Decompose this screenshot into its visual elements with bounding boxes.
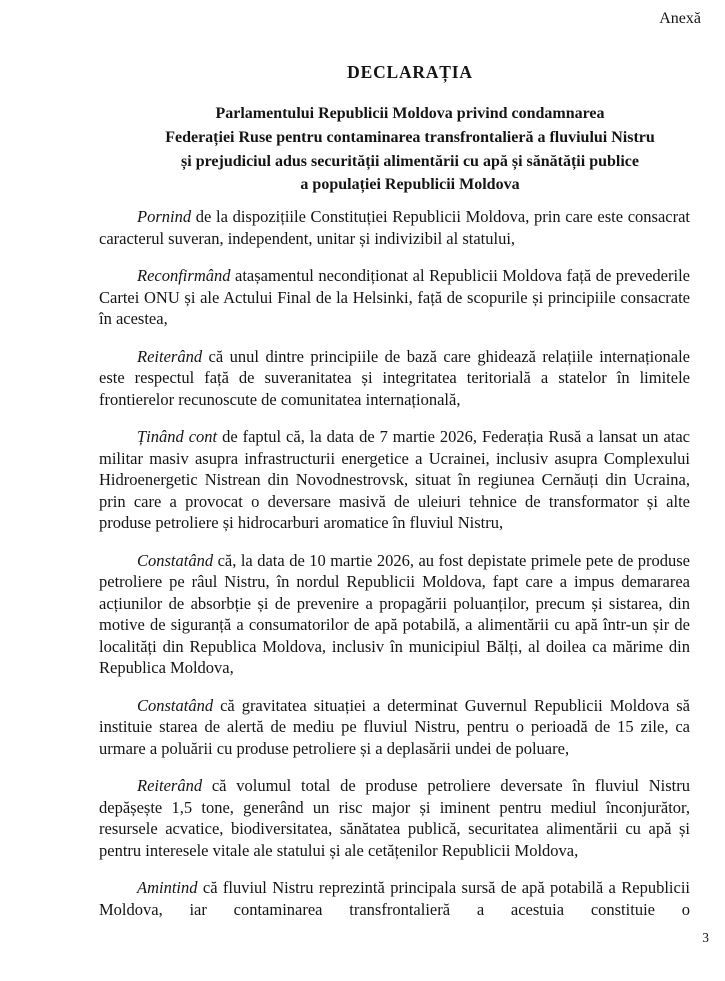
- paragraph-lead: Reiterând: [137, 776, 203, 795]
- document-body: [99, 206, 690, 936]
- paragraph-text: de la dispozițiile Constituției Republicii Moldova, prin care este consacrat caracterul suveran, independent, unitar și indivizibil al statului,: [99, 207, 690, 248]
- paragraph: [99, 877, 690, 920]
- paragraph: [99, 550, 690, 679]
- annex-label: Anexă: [659, 10, 701, 27]
- paragraph-lead: Ținând cont: [137, 427, 218, 446]
- paragraph-lead: Constatând: [137, 550, 214, 570]
- paragraph-lead: Reconfirmând: [137, 266, 231, 285]
- paragraph-text: că, la data de 10 martie 2026, au fost depistate primele pete de produse petroliere pe râul Nistru, în nordul Republicii Moldova, fapt care a impus demararea acțiunilor de absorbție și de prevenire a propagării poluanților, precum și sistarea, din motive de siguranță a consumatorilor de apă potabilă, a alimentării cu apă într-un șir de localități din Republica Moldova, inclusiv în municipiul Bălți, al doilea ca mărime din Republica Moldova,: [99, 550, 690, 677]
- paragraph: [99, 206, 690, 249]
- paragraph: [99, 695, 690, 760]
- subtitle-line: și prejudiciul adus securității alimentării cu apă și sănătății publice: [181, 152, 639, 170]
- paragraph-text: atașamentul necondiționat al Republicii Moldova față de prevederile Cartei ONU și ale Actului Final de la Helsinki, față de scopurile și principiile consacrate în acestea,: [99, 266, 690, 328]
- document-subtitle: [110, 102, 710, 197]
- paragraph-lead: Constatând: [137, 695, 214, 715]
- paragraph-text: că unul dintre principiile de bază care ghidează relațiile internaționale este respectul față de suveranitatea și integritatea teritorială a statelor în limitele frontierelor recunoscute de comunitatea internațională,: [99, 346, 690, 409]
- subtitle-line: Parlamentului Republicii Moldova privind condamnarea: [215, 105, 605, 122]
- subtitle-line: Federației Ruse pentru contaminarea transfrontalieră a fluviului Nistru: [165, 128, 655, 146]
- paragraph: [99, 265, 690, 330]
- paragraph-text: că fluviul Nistru reprezintă principala sursă de apă potabilă a Republicii Moldova, iar contaminarea transfrontalieră a acestuia constituie o: [99, 878, 690, 919]
- page-number: 3: [702, 930, 709, 945]
- paragraph-lead: Reiterând: [137, 346, 203, 366]
- paragraph-text: că volumul total de produse petroliere deversate în fluviul Nistru depășește 1,5 tone, generând un risc major și iminent pentru mediul înconjurător, resursele acvatice, biodiversitatea, sănătatea publică, securitatea alimentării cu apă și pentru interesele vitale ale statului și ale cetățenilor Republicii Moldova,: [99, 776, 690, 860]
- paragraph-lead: Amintind: [137, 878, 198, 897]
- paragraph: [99, 775, 690, 861]
- paragraph-text: că gravitatea situației a determinat Guvernul Republicii Moldova să instituie starea de alertă de mediu pe fluviul Nistru, pentru o perioadă de 15 zile, ca urmare a poluării cu produse petroliere și a deplasării undei de poluare,: [99, 695, 690, 758]
- paragraph-text: de faptul că, la data de 7 martie 2026, Federația Rusă a lansat un atac militar masiv asupra infrastructurii energetice a Ucrainei, inclusiv asupra Complexului Hidroenergetic Nistrean din Novodnestrovsk, situat în regiunea Cernăuți din Ucraina, prin care a provocat o deversare masivă de uleiuri tehnice de transformator și alte produse petroliere și hidrocarburi aromatice în fluviul Nistru,: [99, 427, 690, 532]
- subtitle-line: a populației Republicii Moldova: [300, 176, 520, 194]
- document-title: DECLARAȚIA: [347, 62, 473, 82]
- paragraph: [99, 346, 690, 411]
- paragraph-lead: Pornind: [137, 207, 192, 226]
- paragraph: [99, 426, 690, 534]
